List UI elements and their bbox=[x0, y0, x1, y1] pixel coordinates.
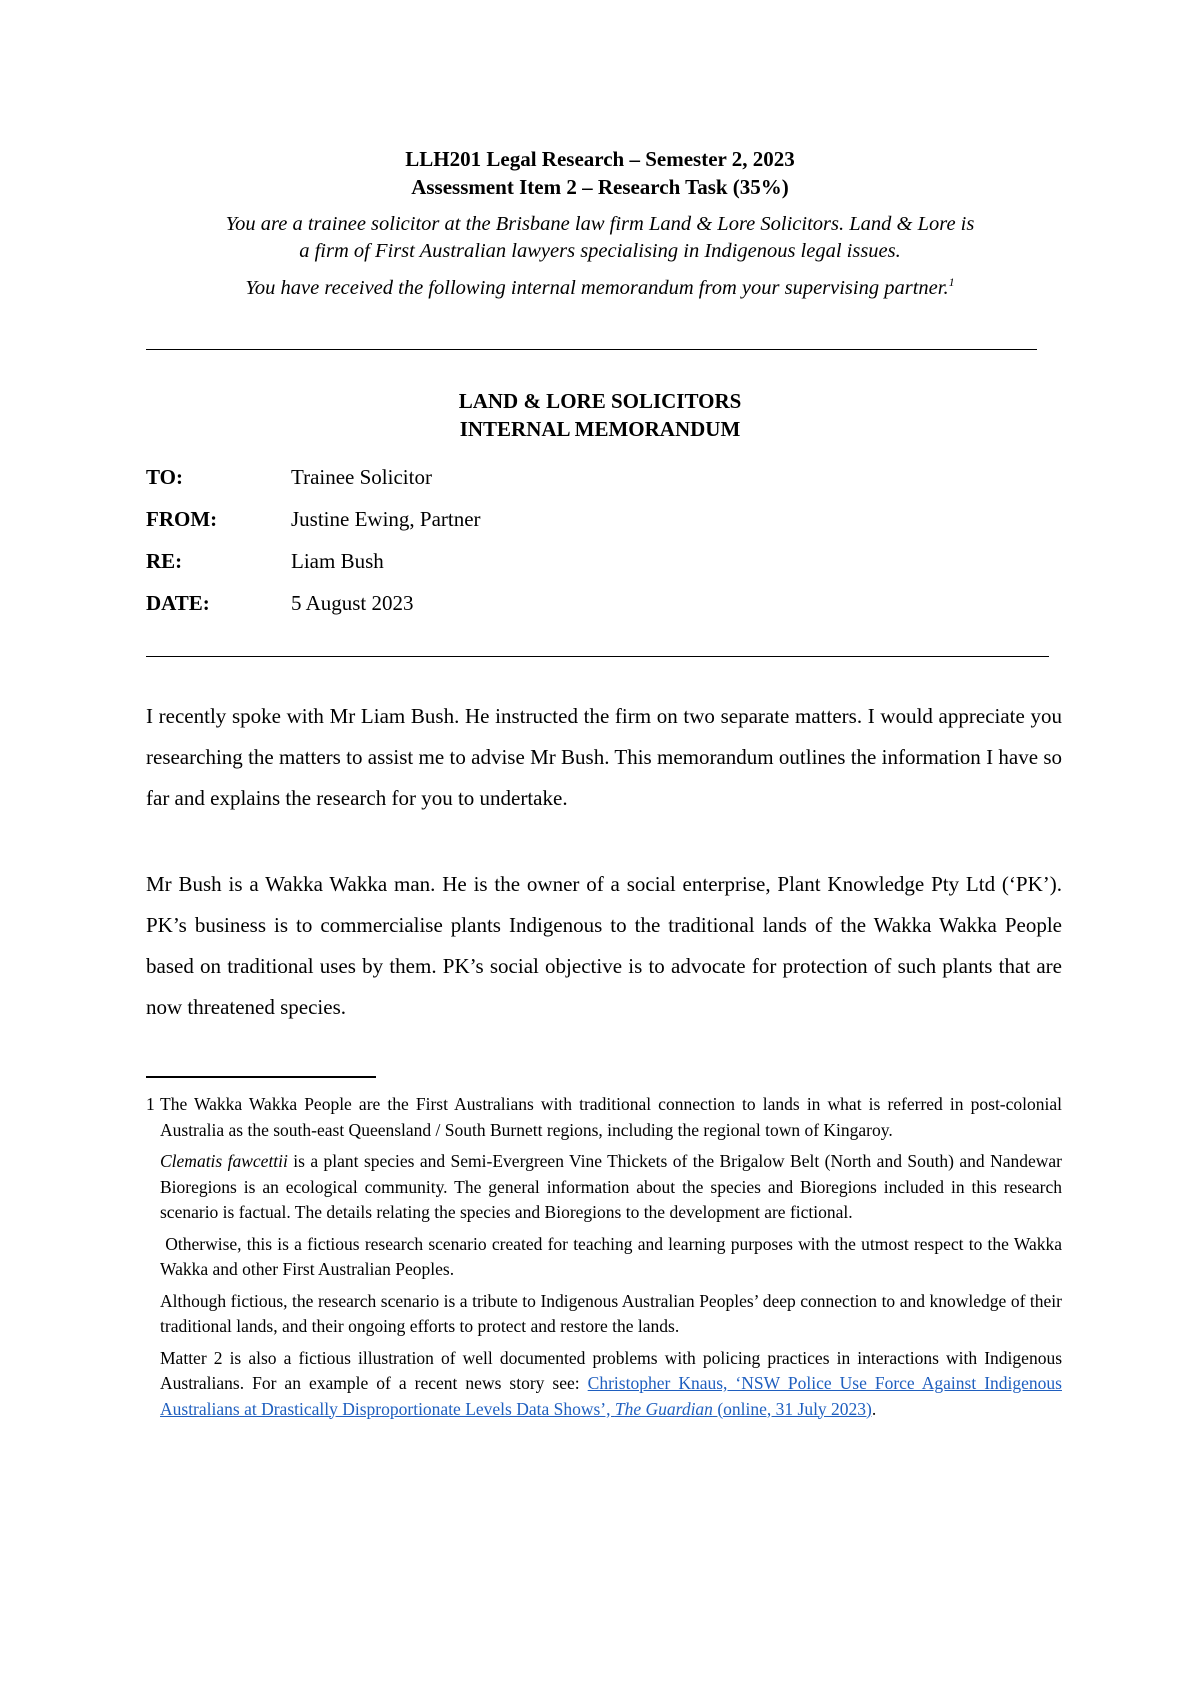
footnote-para-3: Otherwise, this is a fictious research scenario created for teaching and learning purposes with the utmost respect to the Wakka Wakka and other First Australian Peoples. bbox=[160, 1233, 1067, 1279]
link-tail: (online, 31 July 2023) bbox=[712, 1398, 872, 1419]
footnote-separator bbox=[146, 1076, 376, 1078]
footnote-number: 1 bbox=[146, 1094, 155, 1114]
footnote-para-2 bbox=[146, 1149, 1062, 1226]
intro-line-3-text: You have received the following internal memorandum from your supervising partner. bbox=[245, 277, 949, 299]
course-title: LLH201 Legal Research – Semester 2, 2023 bbox=[405, 147, 795, 171]
field-label: DATE: bbox=[146, 591, 210, 615]
field-re bbox=[146, 547, 946, 589]
footnote-ref[interactable]: 1 bbox=[948, 275, 955, 290]
memo-divider bbox=[146, 656, 1049, 657]
link-text: Christopher Knaus, ‘NSW Police Use Force Against Indigenous Australians at Drastically Disproportionate Levels Data Shows’, bbox=[160, 1373, 1062, 1419]
title-block bbox=[0, 145, 1200, 302]
memo-type: INTERNAL MEMORANDUM bbox=[459, 417, 741, 441]
field-value: Trainee Solicitor bbox=[291, 465, 432, 489]
footnote-para-4: Although fictious, the research scenario is a tribute to Indigenous Australian Peoples’ deep connection to and knowledge of their traditional lands, and their ongoing efforts to protect and restore the lands. bbox=[160, 1290, 1062, 1336]
body-paragraph-2: Mr Bush is a Wakka Wakka man. He is the owner of a social enterprise, Plant Knowledge Pty Ltd (‘PK’). PK’s business is to commercialise plants Indigenous to the traditional lands of the Wakka Wakka People based on traditional uses by them. PK’s social objective is to advocate for protection of such plants that are now threatened species. bbox=[146, 872, 1062, 1019]
field-value: Liam Bush bbox=[291, 549, 384, 573]
assessment-title: Assessment Item 2 – Research Task (35%) bbox=[411, 175, 789, 199]
footnote-text: Matter 2 is also a fictious illustration of well documented problems with policing practices in interactions with Indigenous Australians. For an example of a recent news story see: bbox=[160, 1347, 1062, 1393]
field-label: FROM: bbox=[146, 507, 218, 531]
intro-line-3 bbox=[0, 275, 1200, 302]
footnotes bbox=[146, 1092, 1067, 1428]
footnote-1 bbox=[146, 1092, 1062, 1143]
field-value: 5 August 2023 bbox=[291, 591, 414, 615]
field-value: Justine Ewing, Partner bbox=[291, 507, 481, 531]
footnote-text: The Wakka Wakka People are the First Australians with traditional connection to lands in what is referred in post-colonial Australia as the south-east Queensland / South Burnett regions, including the regional town of Kingaroy. bbox=[160, 1094, 1062, 1140]
memo-fields bbox=[146, 463, 946, 631]
field-label: RE: bbox=[146, 549, 183, 573]
body-paragraph-1: I recently spoke with Mr Liam Bush. He instructed the firm on two separate matters. I would appreciate you researching the matters to assist me to advise Mr Bush. This memorandum outlines the information I have so far and explains the research for you to undertake. bbox=[146, 704, 1062, 810]
intro-line-2: a firm of First Australian lawyers specialising in Indigenous legal issues. bbox=[299, 240, 901, 262]
firm-name: LAND & LORE SOLICITORS bbox=[458, 389, 742, 413]
footnote-text: is a plant species and Semi-Evergreen Vine Thickets of the Brigalow Belt (North and South) and Nandewar Bioregions is an ecological community. The general information about the species and Bioregions included in this research scenario is factual. The details relating the species and Bioregions to the development are fictional. bbox=[160, 1151, 1062, 1222]
footnote-end: . bbox=[871, 1398, 877, 1419]
field-label: TO: bbox=[146, 465, 183, 489]
footnote-para-5 bbox=[146, 1346, 1062, 1423]
field-to bbox=[146, 463, 946, 505]
publication-name: The Guardian bbox=[614, 1398, 713, 1419]
species-name: Clematis fawcettii bbox=[160, 1151, 288, 1171]
field-from bbox=[146, 505, 946, 547]
field-date bbox=[146, 589, 946, 631]
top-divider bbox=[146, 349, 1037, 350]
memo-heading bbox=[0, 387, 1200, 443]
intro-line-1: You are a trainee solicitor at the Brisbane law firm Land & Lore Solicitors. Land & Lore is bbox=[225, 213, 975, 235]
